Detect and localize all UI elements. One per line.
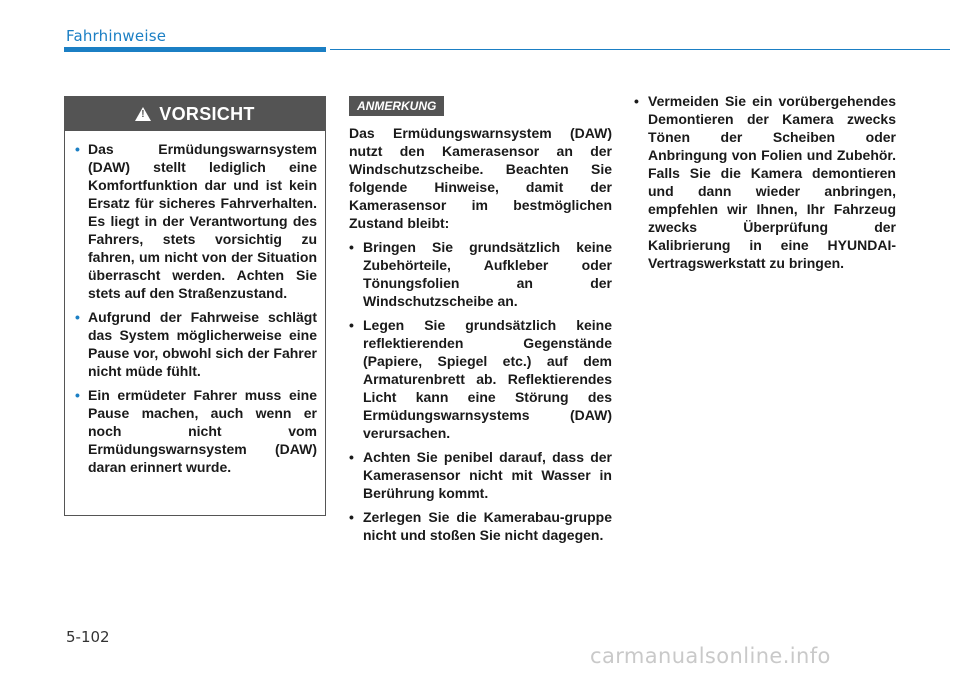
caution-item: • Das Ermüdungswarnsystem (DAW) stellt lediglich eine Komfortfunktion dar und ist kein Ersatz für sicheres Fahrverhalten. Es liegt in der Verantwortung des Fahrers, stets vorsichtig zu fahren, um nicht von der Situation überrascht werden. Achten Sie stets auf den Straßenzustand.: [75, 141, 317, 301]
caution-header: [65, 97, 325, 131]
bullet-icon: •: [349, 449, 354, 465]
watermark: carmanualsonline.info: [590, 644, 831, 668]
caution-box: [64, 96, 326, 516]
note-column-right: [634, 92, 896, 278]
bullet-icon: •: [349, 317, 354, 333]
header-rule-thick: [64, 47, 326, 52]
page-number: 5-102: [66, 628, 110, 646]
caution-title: VORSICHT: [159, 103, 255, 124]
note-item: • Legen Sie grundsätzlich keine reflektierenden Gegenstände (Papiere, Spiegel etc.) auf dem Armaturenbrett ab. Reflektierendes Licht kann eine Störung des Ermüdungswarnsystems (DAW) verursachen.: [349, 317, 612, 441]
note-item: • Zerlegen Sie die Kamerabau-gruppe nicht und stoßen Sie nicht dagegen.: [349, 509, 612, 543]
caution-item: • Ein ermüdeter Fahrer muss eine Pause machen, auch wenn er noch nicht vom Ermüdungswarnsystem (DAW) daran erinnert wurde.: [75, 387, 317, 475]
note-item: • Bringen Sie grundsätzlich keine Zubehörteile, Aufkleber oder Tönungsfolien an der Windschutzscheibe an.: [349, 239, 612, 309]
bullet-icon: •: [349, 239, 354, 255]
bullet-icon: •: [75, 387, 80, 403]
bullet-icon: •: [634, 93, 639, 109]
note-intro: Das Ermüdungswarnsystem (DAW) nutzt den Kamerasensor an der Windschutzscheibe. Beachten Sie folgende Hinweise, damit der Kamerasensor im bestmöglichen Zustand bleibt:: [349, 125, 612, 231]
note-badge: ANMERKUNG: [349, 96, 444, 116]
bullet-icon: •: [75, 309, 80, 325]
caution-list: [65, 131, 325, 476]
section-title: Fahrhinweise: [66, 27, 167, 45]
note-item: • Achten Sie penibel darauf, dass der Kamerasensor nicht mit Wasser in Berührung kommt.: [349, 449, 612, 501]
header-rule-thin: [330, 49, 950, 50]
bullet-icon: •: [75, 141, 80, 157]
bullet-icon: •: [349, 509, 354, 525]
note-item: • Vermeiden Sie ein vorübergehendes Demontieren der Kamera zwecks Tönen der Scheiben oder Anbringung von Folien und Zubehör. Falls Sie die Kamera demontieren und dann wieder anbringen, empfehlen wir Ihnen, Ihr Fahrzeug zwecks Überprüfung der Kalibrierung in eine HYUNDAI-Vertragswerkstatt zu bringen.: [634, 93, 896, 271]
note-column-middle: [349, 124, 612, 550]
warning-triangle-icon: [135, 107, 151, 121]
caution-item: • Aufgrund der Fahrweise schlägt das System möglicherweise eine Pause vor, obwohl sich der Fahrer nicht müde fühlt.: [75, 309, 317, 379]
note-list: [349, 238, 612, 544]
note-list-continued: [634, 92, 896, 272]
